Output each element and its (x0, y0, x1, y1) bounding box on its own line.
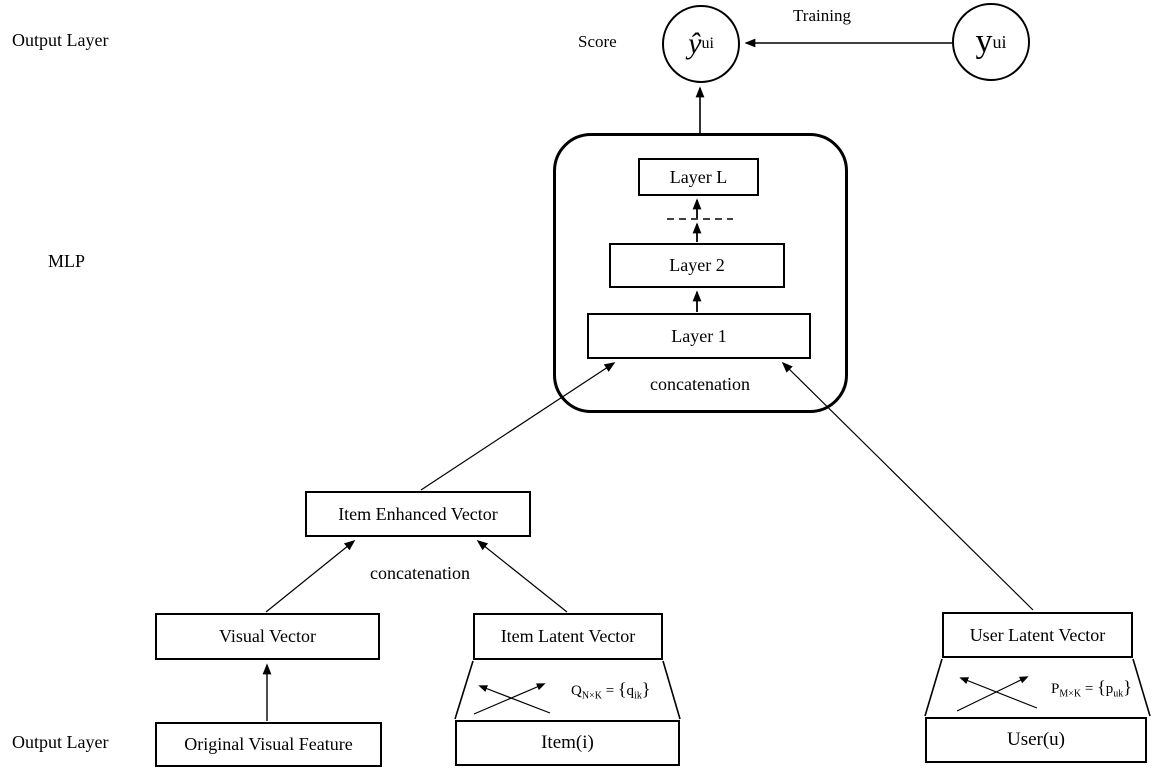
training-label: Training (793, 6, 851, 25)
item-embedding-formula (571, 680, 650, 702)
item-matrix-symbol: Q (571, 683, 582, 699)
ground-truth-symbol: y (975, 23, 993, 60)
visual-vector-to-item-enhanced-arrow (266, 541, 354, 612)
user-embedding-formula (1051, 678, 1132, 700)
user-matrix-subscript: M×K (1059, 688, 1082, 700)
predicted-score-subscript: ui (701, 35, 714, 52)
item-vector-subscript: ik (634, 690, 642, 702)
user-matrix-symbol: P (1051, 681, 1060, 697)
user-lookup-cross-arrow-2 (957, 677, 1027, 711)
item-trapezoid-left-edge (455, 661, 473, 719)
ground-truth-node (952, 3, 1030, 81)
user-input-box: User(u) (925, 717, 1147, 763)
predicted-score-symbol: ŷ (688, 27, 702, 60)
item-enhanced-vector-box: Item Enhanced Vector (305, 491, 531, 537)
item-input-box: Item(i) (455, 720, 680, 766)
item-formula-open-brace: { (617, 679, 627, 699)
item-formula-close-brace: } (641, 679, 651, 699)
score-label: Score (578, 32, 617, 51)
ground-truth-subscript: ui (992, 32, 1007, 52)
layer-2-box: Layer 2 (609, 243, 785, 288)
user-vector-subscript: uk (1113, 688, 1124, 700)
user-formula-equals: = (1081, 681, 1098, 697)
user-formula-close-brace: } (1123, 677, 1132, 697)
item-concatenation-label: concatenation (370, 563, 470, 583)
item-latent-to-item-enhanced-arrow (478, 541, 567, 612)
mlp-label: MLP (48, 251, 86, 271)
item-vector-symbol: q (626, 683, 635, 699)
user-latent-vector-box: User Latent Vector (942, 612, 1133, 658)
layer-l-box: Layer L (638, 158, 759, 196)
output-layer-bottom-label: Output Layer (12, 732, 109, 752)
original-visual-feature-box: Original Visual Feature (155, 722, 382, 767)
user-formula-open-brace: { (1097, 677, 1106, 697)
mlp-concatenation-label: concatenation (650, 374, 750, 394)
user-trapezoid-right-edge (1133, 659, 1150, 716)
item-trapezoid-right-edge (663, 661, 680, 719)
item-lookup-cross-arrow-2 (474, 684, 544, 714)
output-layer-top-label: Output Layer (12, 30, 109, 50)
user-trapezoid-left-edge (925, 659, 942, 716)
item-latent-vector-box: Item Latent Vector (473, 613, 663, 660)
predicted-score-node (662, 5, 740, 83)
item-matrix-subscript: N×K (581, 690, 602, 702)
layer-1-box: Layer 1 (587, 313, 811, 359)
visual-vector-box: Visual Vector (155, 613, 380, 660)
user-vector-symbol: p (1105, 681, 1114, 697)
item-lookup-cross-arrow-1 (480, 686, 550, 713)
item-formula-equals: = (601, 683, 618, 699)
